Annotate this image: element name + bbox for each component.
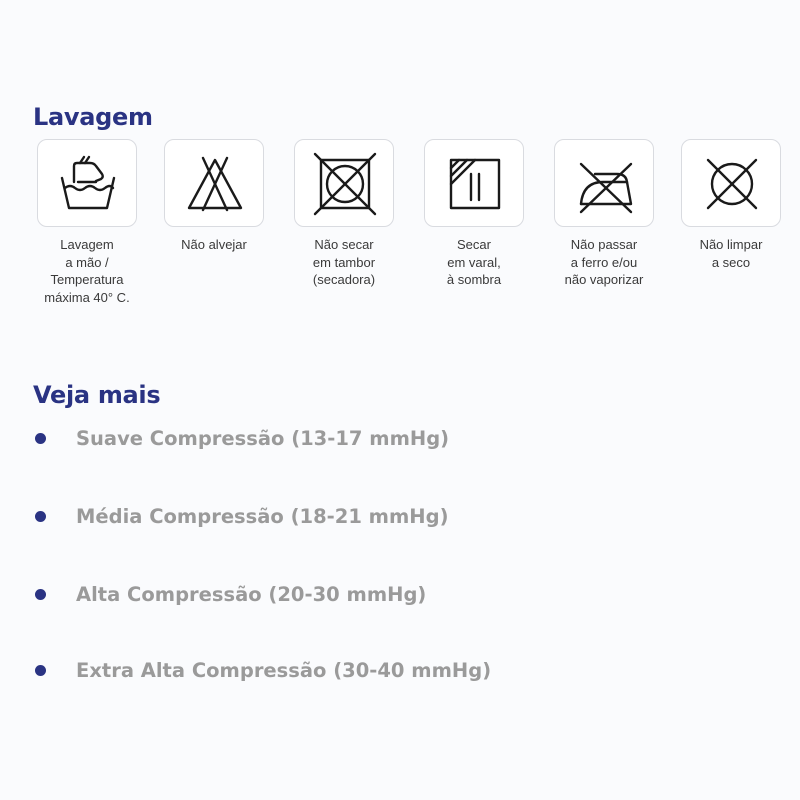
link-suave-compressao[interactable]: Suave Compressão (13-17 mmHg) bbox=[76, 427, 450, 450]
no-tumble-dry-icon bbox=[313, 152, 377, 216]
list-item[interactable] bbox=[0, 503, 700, 531]
no-bleach-icon bbox=[183, 152, 247, 216]
care-label: Não passar a ferro e/ou não vaporizar bbox=[564, 237, 644, 287]
no-dry-clean-icon bbox=[700, 152, 764, 216]
bullet-icon bbox=[35, 433, 46, 444]
link-extra-alta-compressao[interactable]: Extra Alta Compressão (30-40 mmHg) bbox=[76, 659, 492, 682]
veja-mais-heading: Veja mais bbox=[33, 381, 161, 409]
bullet-icon bbox=[35, 665, 46, 676]
list-item[interactable] bbox=[0, 581, 700, 609]
link-alta-compressao[interactable]: Alta Compressão (20-30 mmHg) bbox=[76, 583, 427, 606]
hand-wash-40-icon bbox=[56, 152, 120, 216]
care-label: Não secar em tambor (secadora) bbox=[312, 237, 376, 287]
care-icon-box bbox=[681, 139, 781, 227]
care-icon-box bbox=[37, 139, 137, 227]
care-label: Não limpar a seco bbox=[699, 237, 763, 270]
bullet-icon bbox=[35, 589, 46, 600]
care-instructions-row bbox=[0, 139, 800, 319]
care-icon-box bbox=[424, 139, 524, 227]
care-label: Secar em varal, à sombra bbox=[446, 237, 502, 287]
list-item[interactable] bbox=[0, 425, 700, 453]
care-icon-box bbox=[164, 139, 264, 227]
care-label: Não alvejar bbox=[181, 237, 247, 252]
link-media-compressao[interactable]: Média Compressão (18-21 mmHg) bbox=[76, 505, 449, 528]
care-icon-box bbox=[294, 139, 394, 227]
care-icon-box bbox=[554, 139, 654, 227]
care-label: Lavagem a mão / Temperatura máxima 40° C. bbox=[44, 237, 130, 305]
no-iron-no-steam-icon bbox=[573, 152, 637, 216]
bullet-icon bbox=[35, 511, 46, 522]
lavagem-heading: Lavagem bbox=[33, 103, 153, 131]
line-dry-shade-icon bbox=[443, 152, 507, 216]
list-item[interactable] bbox=[0, 657, 700, 685]
